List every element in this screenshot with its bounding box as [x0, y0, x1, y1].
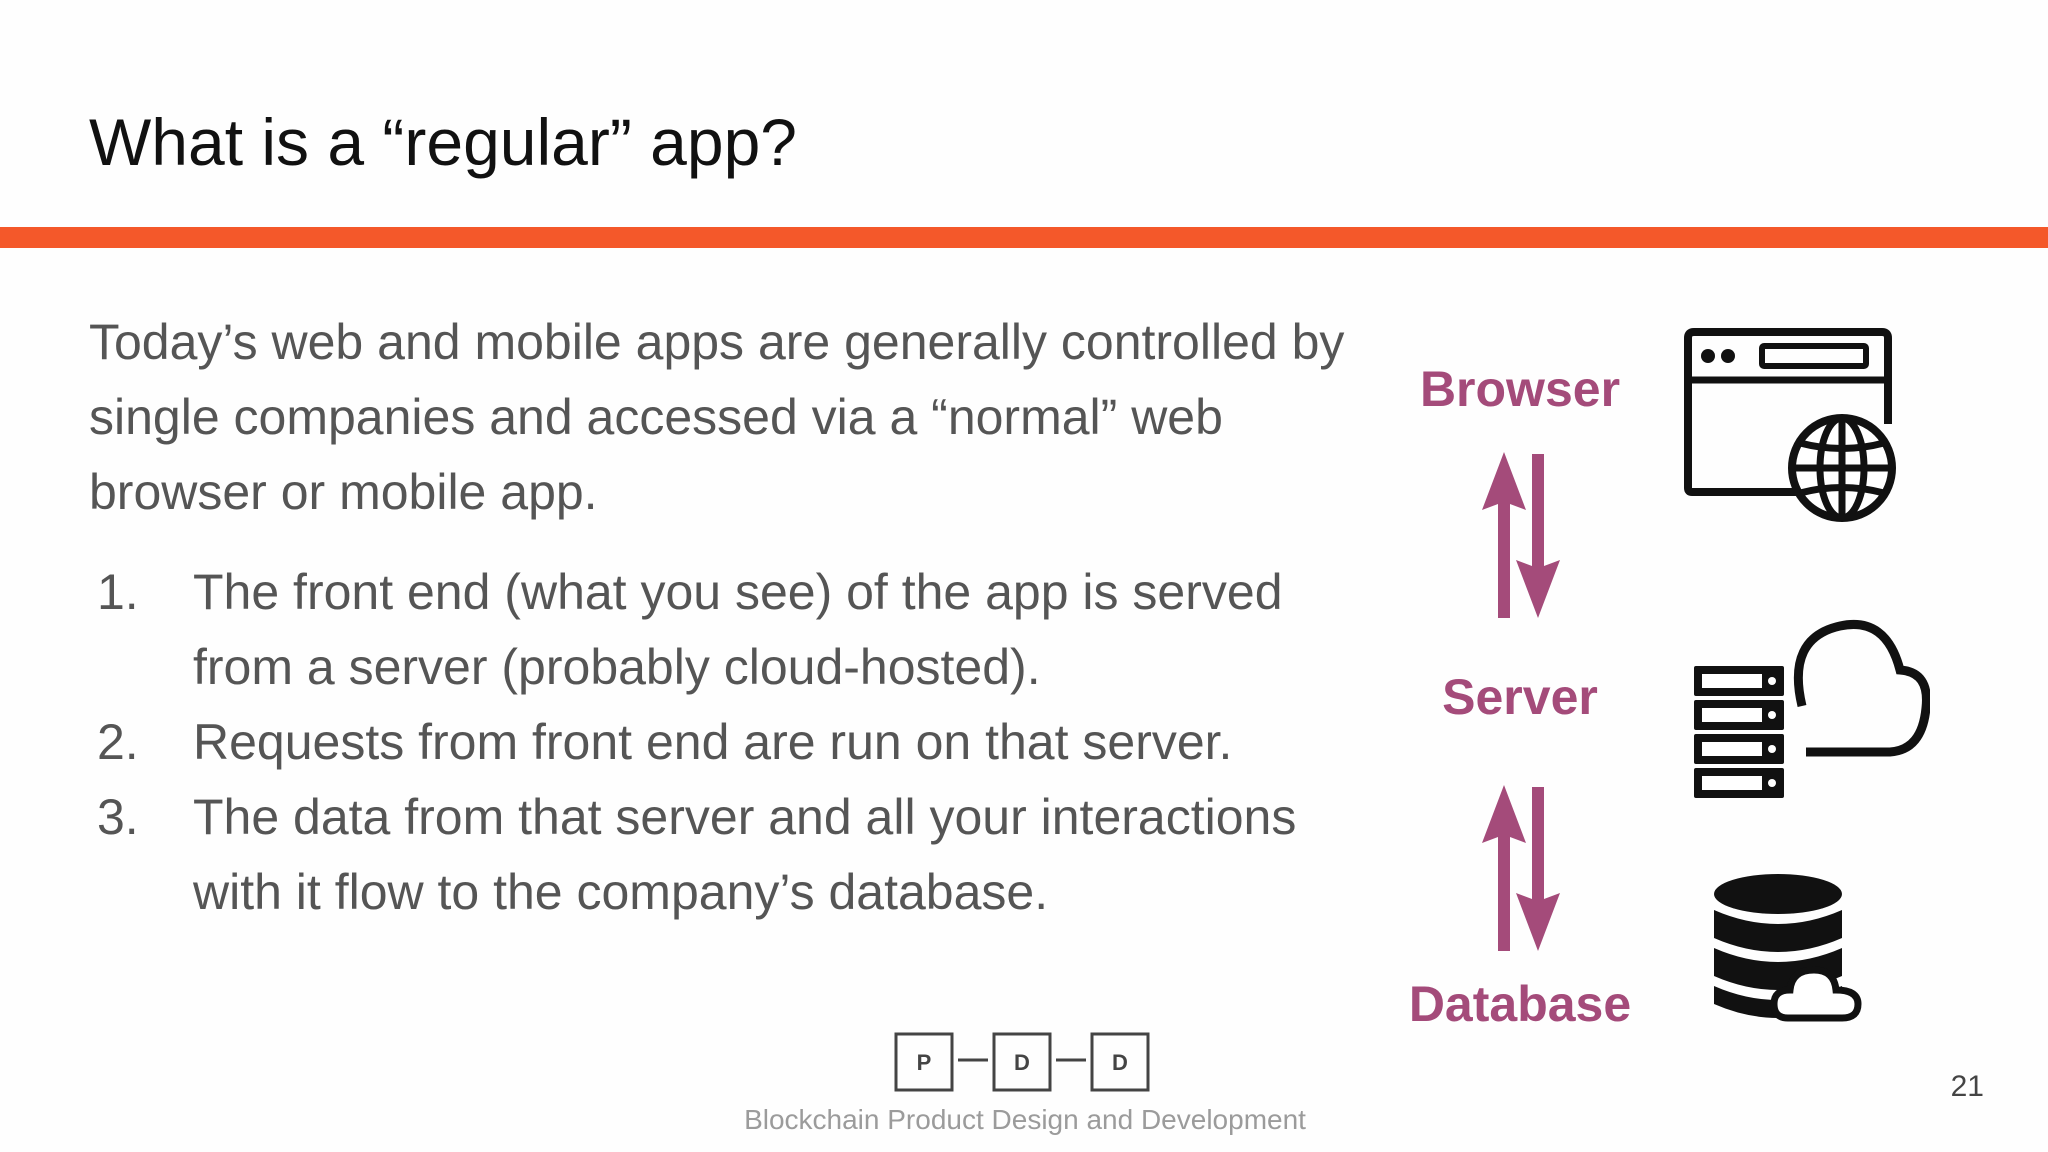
logo-letter-p: P [916, 1050, 932, 1075]
accent-rule [0, 227, 2048, 248]
list-item-number: 1. [97, 564, 139, 620]
intro-paragraph: Today’s web and mobile apps are generally controlled by single companies and accessed via a “normal” web browser or mobile app. [89, 314, 1345, 520]
pdd-logo [894, 1032, 1154, 1094]
list-item-number: 3. [97, 789, 139, 845]
database-label: Database [1408, 976, 1632, 1032]
list-item-text: The front end (what you see) of the app is served from a server (probably cloud-hosted). [193, 564, 1283, 695]
database-cloud-icon [1712, 872, 1862, 1028]
server-label: Server [1442, 669, 1598, 725]
list-item-text: Requests from front end are run on that server. [193, 714, 1233, 770]
browser-globe-icon [1684, 328, 1904, 524]
bidirectional-arrow-icon [1478, 785, 1564, 955]
list-item-text: The data from that server and all your interactions with it flow to the company’s database. [193, 789, 1297, 920]
steps-list [89, 555, 1359, 930]
list-item [89, 555, 1359, 705]
browser-label: Browser [1419, 361, 1621, 417]
list-item [89, 705, 1359, 780]
bidirectional-arrow-icon [1478, 452, 1564, 622]
list-item-number: 2. [97, 714, 139, 770]
slide-title: What is a “regular” app? [89, 105, 797, 179]
page-number: 21 [1950, 1070, 1984, 1103]
footer-text: Blockchain Product Design and Development [744, 1104, 1306, 1135]
list-item [89, 780, 1359, 930]
logo-letter-d: D [1014, 1050, 1030, 1075]
server-cloud-icon [1690, 618, 1930, 802]
logo-letter-d: D [1112, 1050, 1128, 1075]
